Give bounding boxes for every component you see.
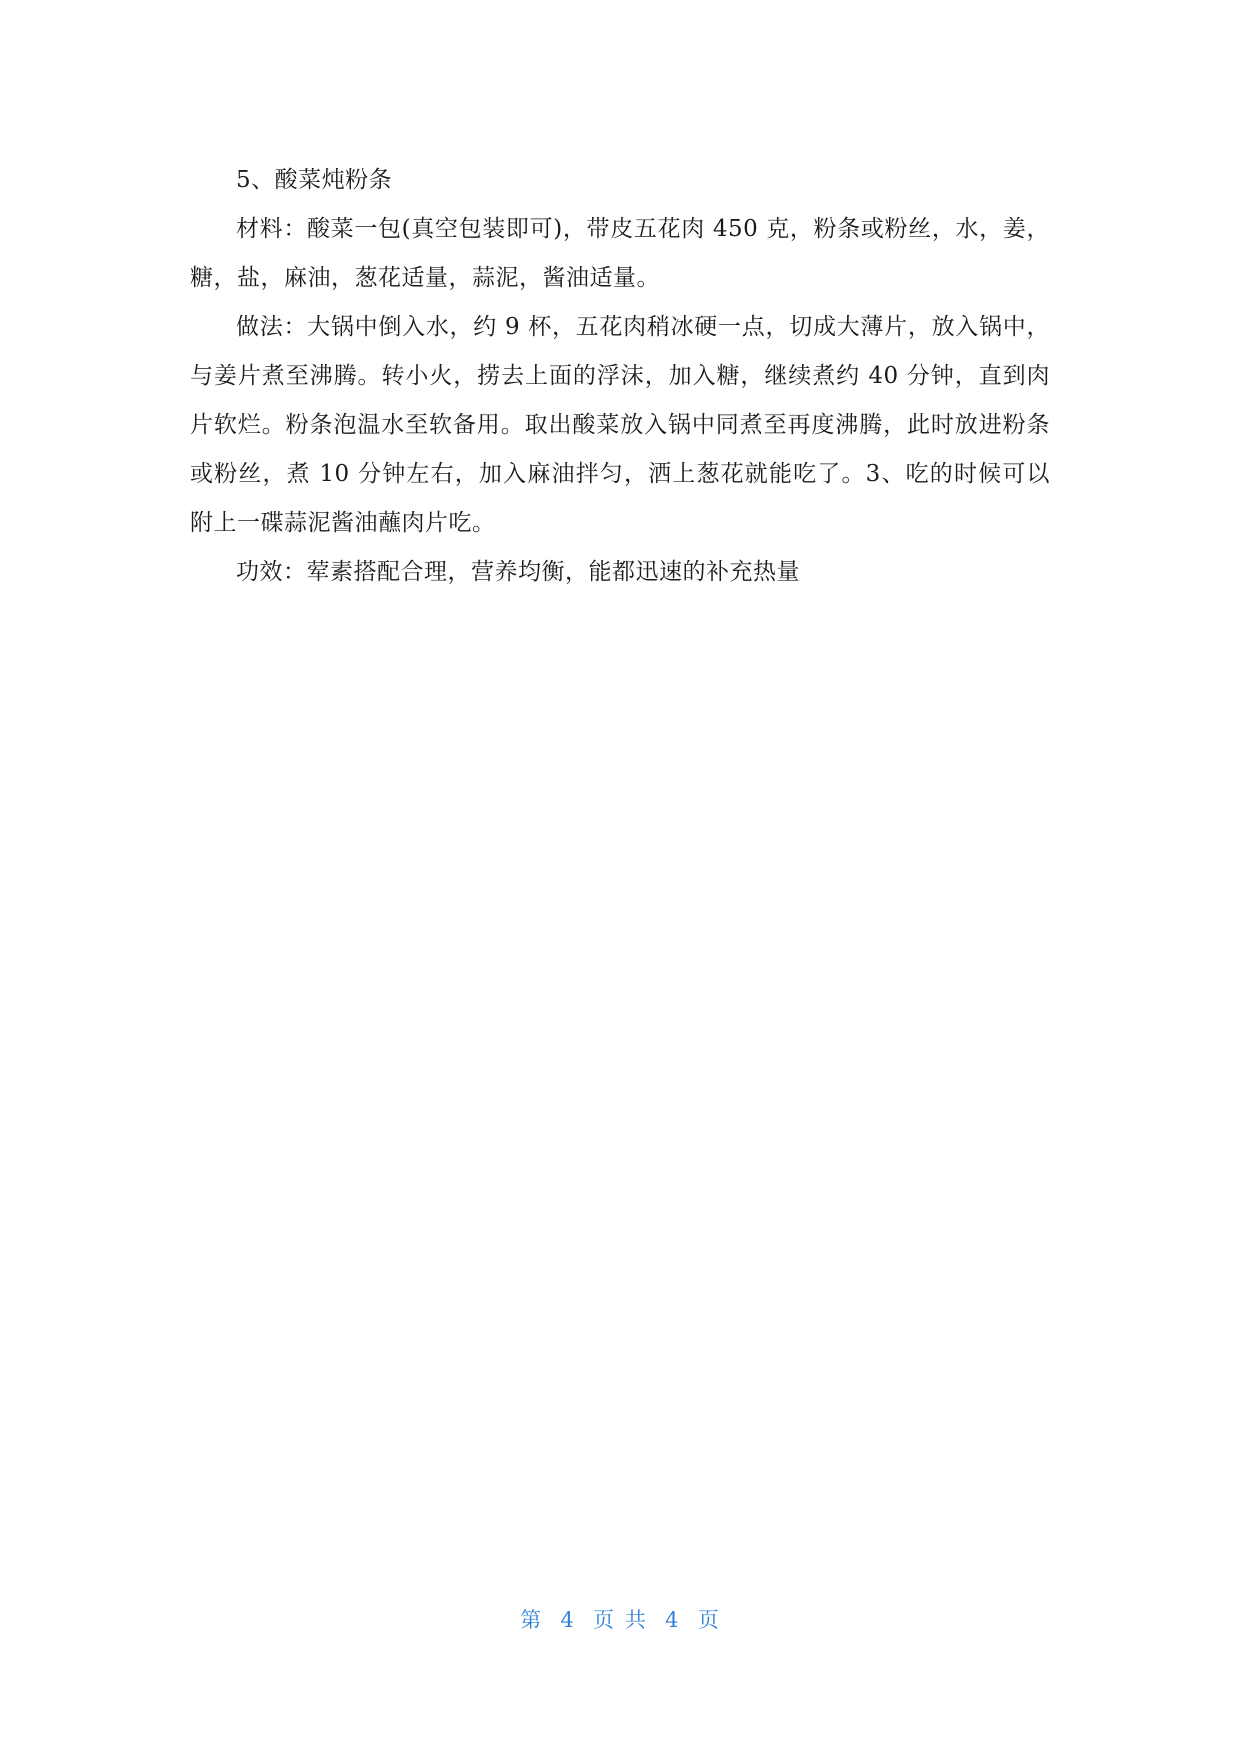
benefits-paragraph: 功效：荤素搭配合理，营养均衡，能都迅速的补充热量 (236, 559, 800, 585)
method-paragraph: 做法：大锅中倒入水，约 9 杯，五花肉稍冰硬一点，切成大薄片，放入锅中，与姜片煮至沸腾。转小火，捞去上面的浮沫，加入糖，继续煮约 40 分钟，直到肉片软烂。粉条泡温水至软备用。取出酸菜放入锅中同煮至再度沸腾，此时放进粉条或粉丝，煮 10 分钟左右，加入麻油拌匀，洒上葱花就能吃了。3、吃的时候可以附上一碟蒜泥酱油蘸肉片吃。 (190, 314, 1050, 536)
ingredients-paragraph: 材料：酸菜一包(真空包装即可)，带皮五花肉 450 克，粉条或粉丝，水，姜，糖，盐，麻油，葱花适量，蒜泥，酱油适量。 (190, 216, 1050, 291)
document-body (190, 156, 1050, 597)
page-number-footer: 第 4 页 共 4 页 (520, 1608, 721, 1632)
recipe-heading: 5、酸菜炖粉条 (236, 167, 393, 193)
